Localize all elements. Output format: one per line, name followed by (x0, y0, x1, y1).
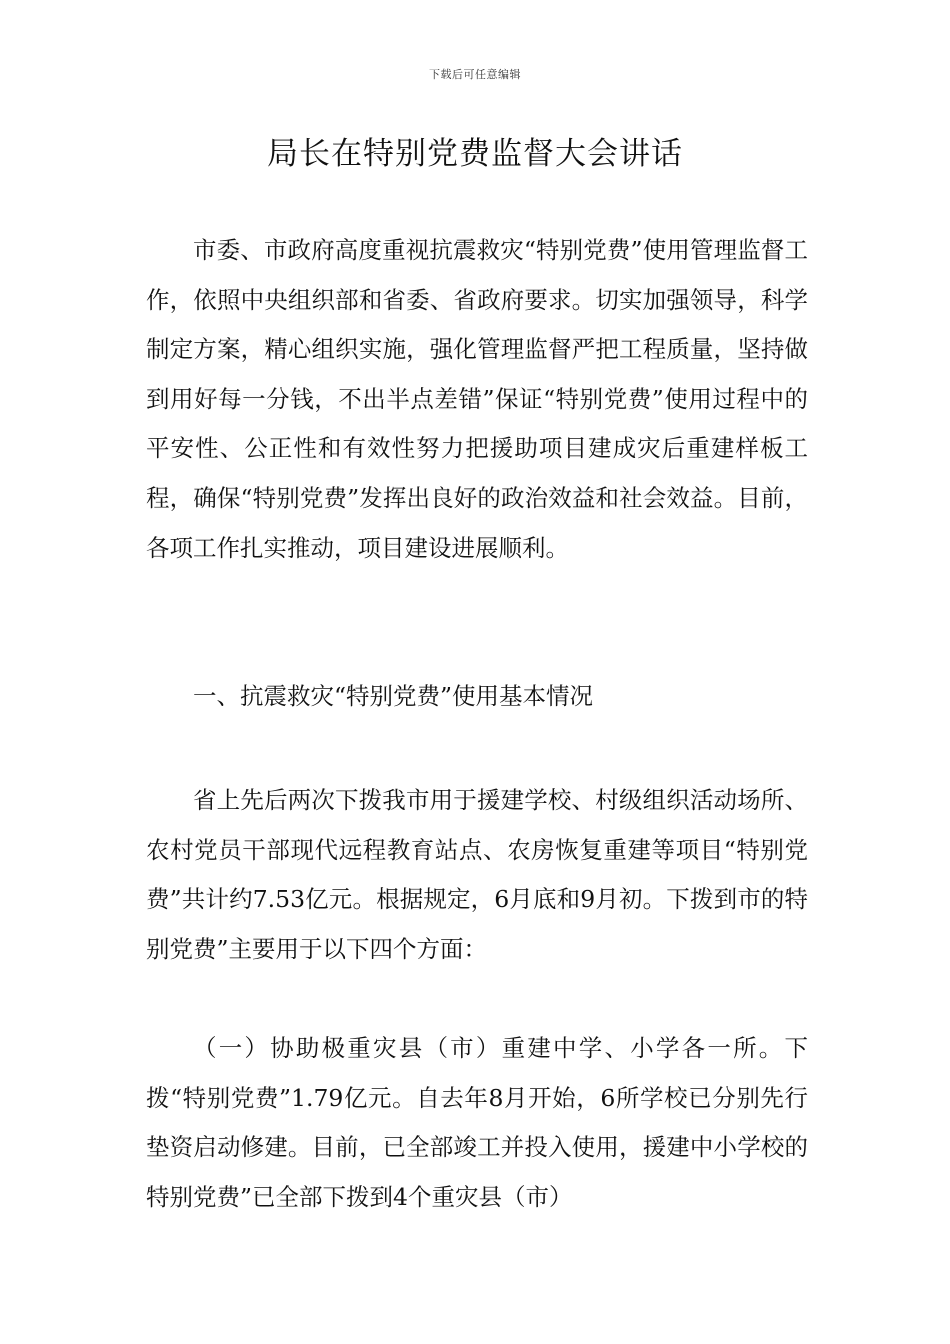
section-heading: 一、抗震救灾“特别党费”使用基本情况 (193, 682, 594, 710)
item-paragraph: （一）协助极重灾县（市）重建中学、小学各一所。下拨“特别党费”1.79亿元。自去年8月开始，6所学校已分别先行垫资启动修建。目前，已全部竣工并投入使用，援建中小学校的特别党费”已全部下拨到4个重灾县（市） (146, 1034, 808, 1211)
header-note: 下载后可任意编辑 (429, 68, 521, 81)
intro-paragraph: 市委、市政府高度重视抗震救灾“特别党费”使用管理监督工作，依照中央组织部和省委、省政府要求。切实加强领导，科学制定方案，精心组织实施，强化管理监督严把工程质量，坚持做到用好每一分钱，不出半点差错”保证“特别党费”使用过程中的平安性、公正性和有效性努力把援助项目建成灾后重建样板工程，确保“特别党费”发挥出良好的政治效益和社会效益。目前，各项工作扎实推动，项目建设进展顺利。 (146, 236, 808, 562)
section-paragraph: 省上先后两次下拨我市用于援建学校、村级组织活动场所、农村党员干部现代远程教育站点、农房恢复重建等项目“特别党费”共计约7.53亿元。根据规定，6月底和9月初。下拨到市的特别党费”主要用于以下四个方面： (146, 786, 808, 963)
document-title: 局长在特别党费监督大会讲话 (267, 136, 683, 172)
